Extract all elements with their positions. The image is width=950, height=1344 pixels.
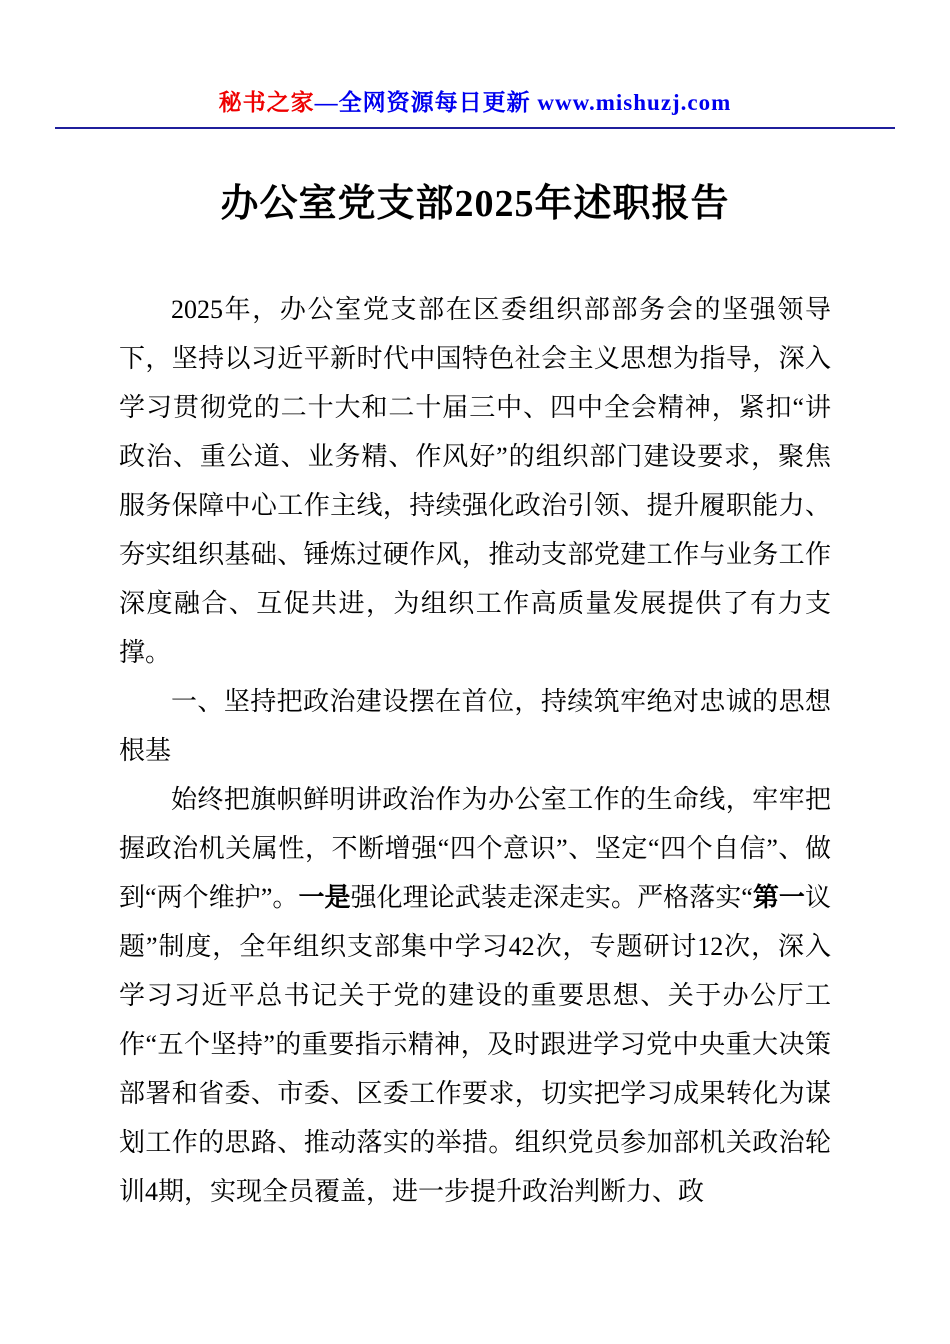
header-text <box>55 84 895 117</box>
paragraph <box>119 775 831 1216</box>
header-tagline: —全网资源每日更新 <box>314 90 538 115</box>
document-body <box>119 285 831 1216</box>
text-run: 强化理论武装走深走实。严格落实“ <box>350 882 753 912</box>
text-run: 一、坚持把政治建设摆在首位，持续筑牢绝对忠诚的思想根基 <box>119 686 831 765</box>
bold-run: 一是 <box>298 882 351 912</box>
document-title: 办公室党支部2025年述职报告 <box>220 183 730 225</box>
site-name: 秘书之家 <box>218 90 315 115</box>
bold-run: 第一 <box>752 882 805 912</box>
header-url-link[interactable]: www.mishuzj.com <box>537 90 732 115</box>
text-run: 始终把旗帜鲜明讲政治作为办公室工作的生命线，牢牢把握政治机关属性，不断增强“四个意识”、坚定“四个自信”、做到“两个维护”。 <box>119 784 831 912</box>
text-run: 2025年，办公室党支部在区委组织部部务会的坚强领导下，坚持以习近平新时代中国特色社会主义思想为指导，深入学习贯彻党的二十大和二十届三中、四中全会精神，紧扣“讲政治、重公道、业务精、作风好”的组织部门建设要求，聚焦服务保障中心工作主线，持续强化政治引领、提升履职能力、夯实组织基础、锤炼过硬作风，推动支部党建工作与业务工作深度融合、互促共进，为组织工作高质量发展提供了有力支撑。 <box>119 294 831 667</box>
page-header <box>0 0 950 129</box>
header-divider <box>55 127 895 129</box>
text-run: 议题”制度，全年组织支部集中学习42次，专题研讨12次，深入学习习近平总书记关于党的建设的重要思想、关于办公厅工作“五个坚持”的重要指示精神，及时跟进学习党中央重大决策部署和省委、市委、区委工作要求，切实把学习成果转化为谋划工作的思路、推动落实的举措。组织党员参加部机关政治轮训4期，实现全员覆盖，进一步提升政治判断力、政 <box>119 882 831 1206</box>
paragraph <box>119 285 831 677</box>
paragraph <box>119 677 831 775</box>
